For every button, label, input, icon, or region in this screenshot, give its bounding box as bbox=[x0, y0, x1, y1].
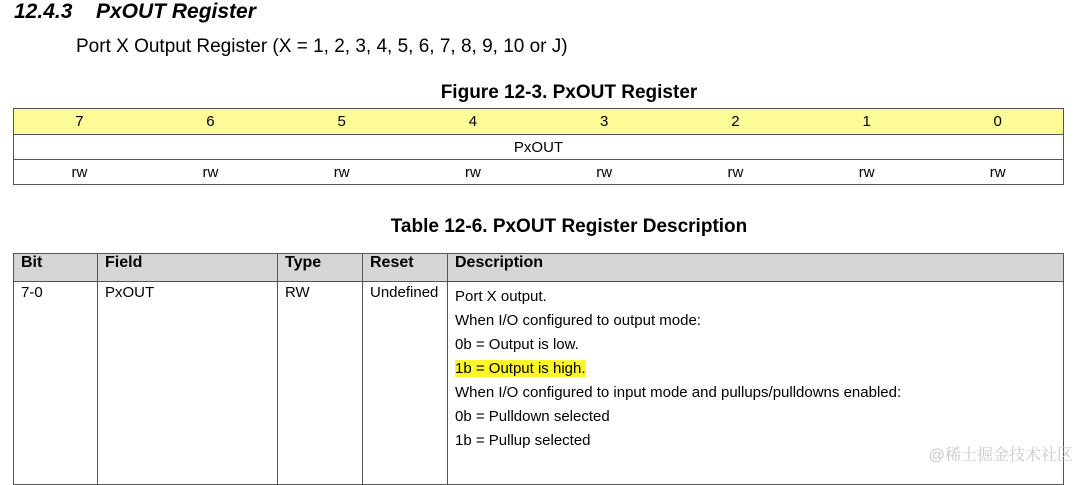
access-cell: rw bbox=[407, 160, 538, 185]
table-row bbox=[14, 282, 1064, 485]
bit-cell: 5 bbox=[276, 109, 407, 135]
register-subtitle: Port X Output Register (X = 1, 2, 3, 4, 5, 6, 7, 8, 9, 10 or J) bbox=[76, 36, 568, 57]
section-number: 12.4.3 bbox=[14, 0, 73, 23]
description-text: 1b = Pullup selected bbox=[455, 432, 591, 449]
description-line bbox=[455, 285, 1063, 309]
header-type: Type bbox=[278, 254, 363, 282]
header-field: Field bbox=[98, 254, 278, 282]
access-cell: rw bbox=[145, 160, 276, 185]
description-text: Port X output. bbox=[455, 288, 547, 305]
bit-cell: 7 bbox=[14, 109, 145, 135]
description-text: 0b = Pulldown selected bbox=[455, 408, 610, 425]
description-line bbox=[455, 357, 1063, 381]
cell-type: RW bbox=[278, 282, 363, 485]
cell-field: PxOUT bbox=[98, 282, 278, 485]
bit-number-row bbox=[14, 109, 1064, 135]
cell-reset: Undefined bbox=[363, 282, 448, 485]
header-reset: Reset bbox=[363, 254, 448, 282]
access-row bbox=[14, 160, 1064, 185]
description-line bbox=[455, 309, 1063, 333]
section-heading bbox=[14, 0, 256, 24]
watermark: @稀土掘金技术社区 bbox=[928, 447, 1073, 464]
table-header-row bbox=[14, 254, 1064, 282]
access-cell: rw bbox=[670, 160, 801, 185]
description-text: When I/O configured to input mode and pullups/pulldowns enabled: bbox=[455, 384, 902, 401]
access-cell: rw bbox=[932, 160, 1063, 185]
access-cell: rw bbox=[14, 160, 145, 185]
bit-cell: 6 bbox=[145, 109, 276, 135]
bit-cell: 3 bbox=[539, 109, 670, 135]
highlighted-description-text: 1b = Output is high. bbox=[455, 360, 586, 377]
description-text: When I/O configured to output mode: bbox=[455, 312, 701, 329]
field-row bbox=[14, 135, 1064, 160]
table-caption: Table 12-6. PxOUT Register Description bbox=[390, 216, 748, 237]
bit-cell: 2 bbox=[670, 109, 801, 135]
section-title: PxOUT Register bbox=[96, 0, 256, 23]
description-text: 0b = Output is low. bbox=[455, 336, 579, 353]
header-description: Description bbox=[448, 254, 1064, 282]
access-cell: rw bbox=[276, 160, 407, 185]
description-line bbox=[455, 381, 1063, 405]
register-diagram bbox=[13, 108, 1064, 185]
register-description-table bbox=[13, 253, 1064, 485]
bit-cell: 0 bbox=[932, 109, 1063, 135]
bit-cell: 1 bbox=[801, 109, 932, 135]
cell-bit: 7-0 bbox=[14, 282, 98, 485]
figure-caption: Figure 12-3. PxOUT Register bbox=[440, 82, 698, 103]
header-bit: Bit bbox=[14, 254, 98, 282]
description-line bbox=[455, 333, 1063, 357]
access-cell: rw bbox=[801, 160, 932, 185]
description-line bbox=[455, 405, 1063, 429]
access-cell: rw bbox=[539, 160, 670, 185]
field-cell: PxOUT bbox=[14, 135, 1064, 160]
bit-cell: 4 bbox=[407, 109, 538, 135]
